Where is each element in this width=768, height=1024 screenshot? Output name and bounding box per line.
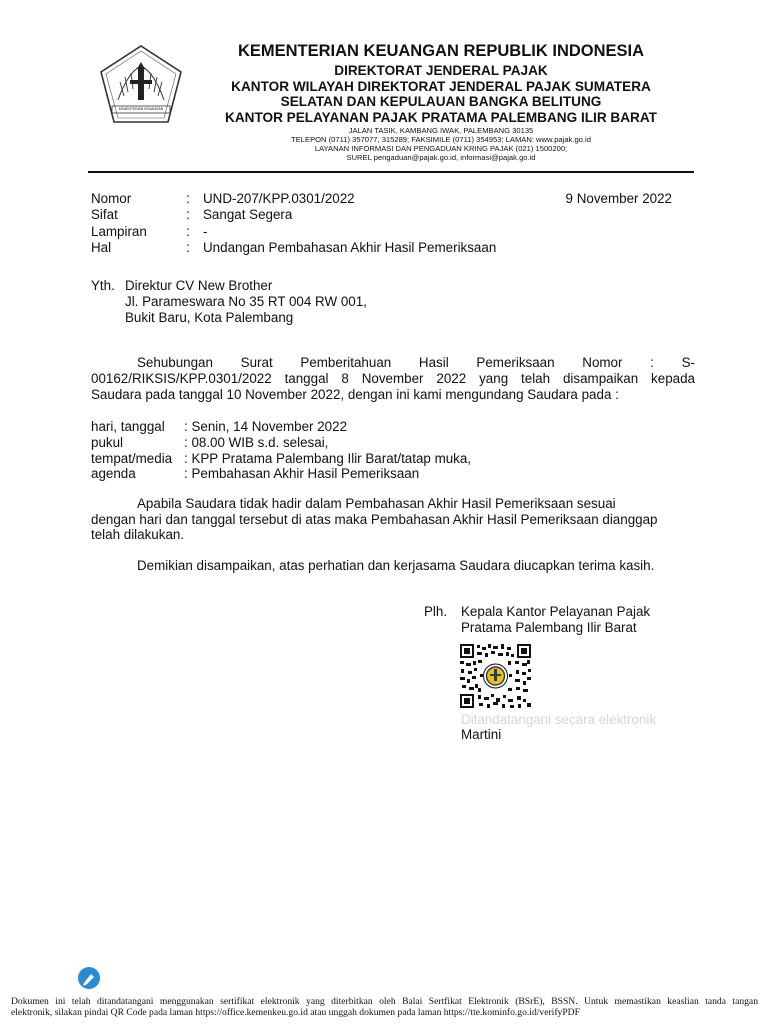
agenda-label: agenda [91,466,136,481]
hari-value: : Senin, 14 November 2022 [184,419,348,434]
logo-text: KEMENTERIAN KEUANGAN [118,107,164,111]
hal-colon: : [186,240,190,255]
signatory-title-line1: Kepala Kantor Pelayanan Pajak [461,604,651,619]
signer-name: Martini [461,727,502,742]
agenda-value: : Pembahasan Akhir Hasil Pemeriksaan [184,466,420,481]
recipient-address-line1: Jl. Parameswara No 35 RT 004 RW 001, [125,294,367,309]
tempat-value: : KPP Pratama Palembang Ilir Barat/tatap muka, [184,451,472,466]
paragraph2-line1: Apabila Saudara tidak hadir dalam Pembahasan Akhir Hasil Pemeriksaan sesuai [137,496,616,511]
hal-label: Hal [91,240,112,255]
bsre-signature-icon [77,966,101,990]
ministry-of-finance-emblem-icon [98,44,184,126]
office-email: SUREL pengaduan@pajak.go.id, informasi@pajak.go.id [346,153,536,162]
recipient-address-line2: Bukit Baru, Kota Palembang [125,310,294,325]
nomor-label: Nomor [91,191,132,206]
paragraph2-line3: telah dilakukan. [91,527,185,542]
letterhead-divider [88,171,694,173]
paragraph2-line2: dengan hari dan tanggal tersebut di atas maka Pembahasan Akhir Hasil Pemeriksaan dianggap [91,512,658,527]
hari-label: hari, tanggal [91,419,165,434]
tax-office-name: KANTOR PELAYANAN PAJAK PRATAMA PALEMBANG ILIR BARAT [225,110,657,125]
lampiran-value: - [203,224,208,239]
directorate-name: DIREKTORAT JENDERAL PAJAK [334,63,548,78]
sifat-colon: : [186,207,190,222]
footer-line1: Dokumen ini telah ditandatangani menggunakan sertifikat elektronik yang diterbitkan oleh Balai Sertfikat Elektronik (BSrE), BSSN. Untuk memastikan keaslian tanda tangan [11,996,758,1007]
recipient-salutation: Yth. [91,278,115,293]
tempat-label: tempat/media [91,451,173,466]
pukul-value: : 08.00 WIB s.d. selesai, [184,435,329,450]
office-phone: TELEPON (0711) 357077, 315289; FAKSIMILE (0711) 354953; LAMAN: www.pajak.go.id [291,135,591,144]
paragraph1-line2: 00162/RIKSIS/KPP.0301/2022 tanggal 8 November 2022 yang telah disampaikan kepada [91,371,695,386]
sifat-value: Sangat Segera [203,207,293,222]
regional-office-line2: SELATAN DAN KEPULAUAN BANGKA BELITUNG [280,94,602,109]
nomor-colon: : [186,191,190,206]
closing-paragraph: Demikian disampaikan, atas perhatian dan kerjasama Saudara diucapkan terima kasih. [137,558,655,573]
pukul-label: pukul [91,435,124,450]
letter-date: 9 November 2022 [565,191,672,206]
footer-line2: elektronik, silakan pindai QR Code pada laman https://office.kemenkeu.go.id atau unggah dokumen pada laman https://tte.kominfo.go.id/verifyPDF [11,1007,580,1018]
office-address: JALAN TASIK, KAMBANG IWAK, PALEMBANG 30135 [348,126,534,135]
sifat-label: Sifat [91,207,118,222]
paragraph1-line3: Saudara pada tanggal 10 November 2022, dengan ini kami mengundang Saudara pada : [91,387,619,402]
electronic-signature-note: Ditandatangani secara elektronik [461,712,657,727]
regional-office-line1: KANTOR WILAYAH DIREKTORAT JENDERAL PAJAK SUMATERA [231,79,651,94]
footer-note [11,996,758,1018]
office-hotline: LAYANAN INFORMASI DAN PENGADUAN KRING PAJAK (021) 1500200; [314,144,568,153]
lampiran-label: Lampiran [91,224,147,239]
hal-value: Undangan Pembahasan Akhir Hasil Pemeriksaan [203,240,497,255]
recipient-name: Direktur CV New Brother [125,278,273,293]
paragraph1-line1: Sehubungan Surat Pemberitahuan Hasil Pemeriksaan Nomor : S- [137,355,695,370]
lampiran-colon: : [186,224,190,239]
nomor-value: UND-207/KPP.0301/2022 [203,191,355,206]
signatory-title-line2: Pratama Palembang Ilir Barat [461,620,637,635]
qr-code-icon [460,644,531,708]
plh-label: Plh. [424,604,448,619]
ministry-name: KEMENTERIAN KEUANGAN REPUBLIK INDONESIA [237,42,645,60]
